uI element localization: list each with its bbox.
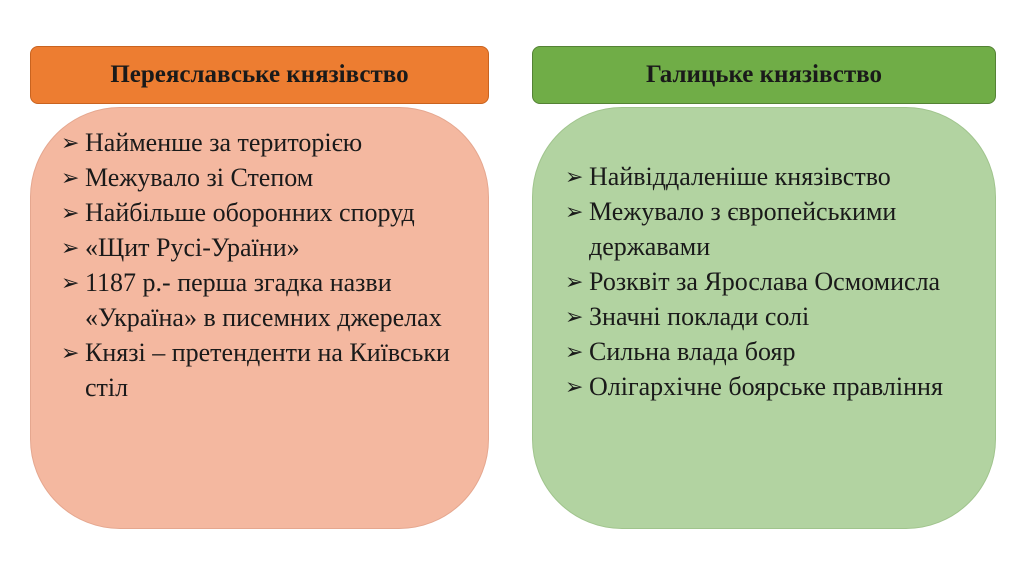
list-item-text: Значні поклади солі <box>589 302 810 331</box>
pereiaslav-principality-panel <box>30 107 489 529</box>
list-item <box>565 334 975 369</box>
list-item <box>61 195 468 230</box>
galician-principality-header <box>532 46 996 104</box>
list-item-text: «Щит Русі-Ураїни» <box>85 233 300 262</box>
list-item <box>565 194 975 264</box>
arrow-bullet-icon: ➢ <box>565 164 584 189</box>
arrow-bullet-icon: ➢ <box>565 269 584 294</box>
arrow-bullet-icon: ➢ <box>61 270 80 295</box>
list-item-text: 1187 р.- перша згадка назви «Україна» в писемних джерелах <box>85 268 442 332</box>
list-item-text: Найвіддаленіше князівство <box>589 162 891 191</box>
pereiaslav-principality-header <box>30 46 489 104</box>
list-item-text: Межувало з європейськими державами <box>589 197 897 261</box>
list-item <box>61 265 468 335</box>
list-item <box>61 160 468 195</box>
list-item <box>565 369 975 404</box>
arrow-bullet-icon: ➢ <box>565 304 584 329</box>
galician-principality-panel <box>532 107 996 529</box>
arrow-bullet-icon: ➢ <box>61 200 80 225</box>
list-item <box>61 335 468 405</box>
list-item <box>565 299 975 334</box>
arrow-bullet-icon: ➢ <box>61 165 80 190</box>
list-item <box>565 264 975 299</box>
galician-facts-list <box>565 159 975 404</box>
list-item-text: Найменше за територією <box>85 128 363 157</box>
list-item-text: Сильна влада бояр <box>589 337 796 366</box>
galician-principality-title: Галицьке князівство <box>646 61 882 88</box>
arrow-bullet-icon: ➢ <box>61 340 80 365</box>
arrow-bullet-icon: ➢ <box>565 374 584 399</box>
list-item <box>61 230 468 265</box>
list-item <box>61 125 468 160</box>
arrow-bullet-icon: ➢ <box>61 130 80 155</box>
pereiaslav-principality-title: Переяславське князівство <box>110 61 409 88</box>
list-item-text: Межувало зі Степом <box>85 163 314 192</box>
arrow-bullet-icon: ➢ <box>61 235 80 260</box>
arrow-bullet-icon: ➢ <box>565 199 584 224</box>
pereiaslav-facts-list <box>61 125 468 405</box>
list-item-text: Найбільше оборонних споруд <box>85 198 415 227</box>
list-item-text: Розквіт за Ярослава Осмомисла <box>589 267 941 296</box>
arrow-bullet-icon: ➢ <box>565 339 584 364</box>
list-item-text: Князі – претенденти на Київськи стіл <box>85 338 450 402</box>
list-item <box>565 159 975 194</box>
list-item-text: Олігархічне боярське правління <box>589 372 943 401</box>
